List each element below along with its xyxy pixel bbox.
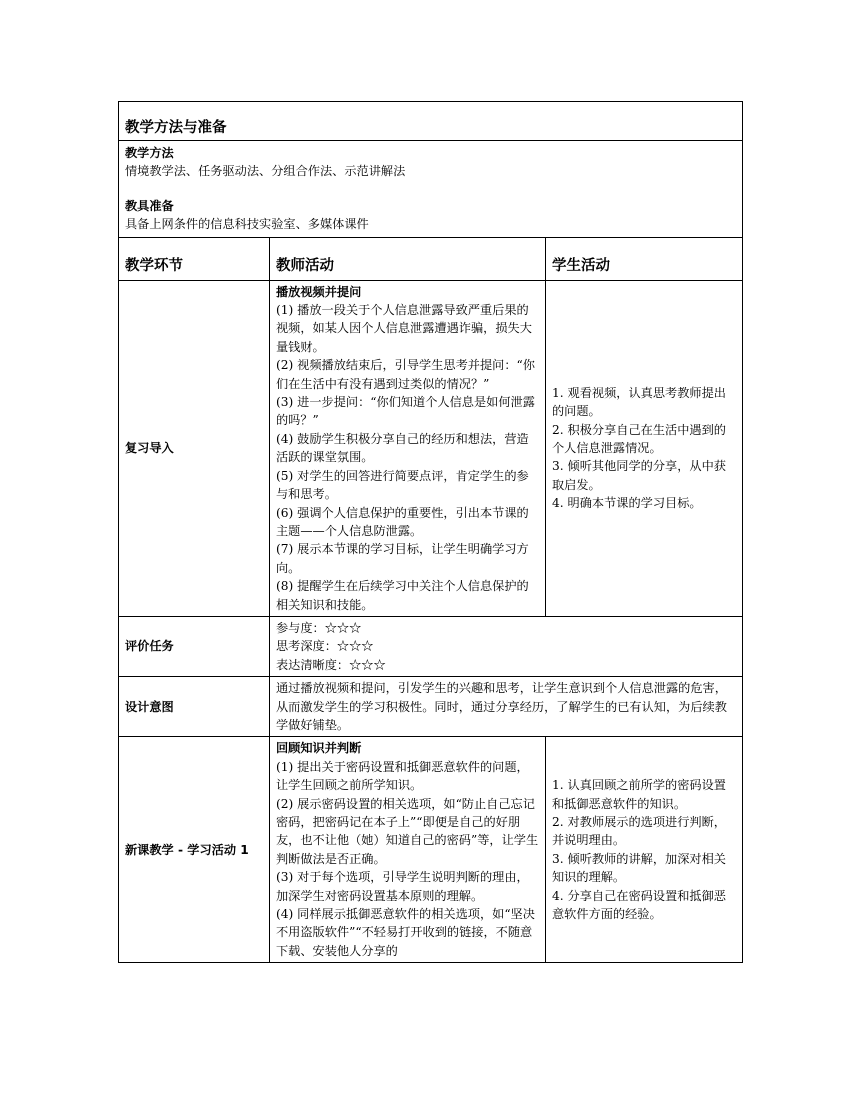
teacher-activity-title: 回顾知识并判断 (276, 741, 362, 756)
column-header-teacher: 教师活动 (270, 237, 546, 280)
list-item: 4. 明确本节课的学习目标。 (552, 496, 702, 511)
evaluation-row (119, 616, 743, 676)
teacher-activity-title: 播放视频并提问 (276, 284, 362, 299)
column-header-stage: 教学环节 (119, 237, 270, 280)
list-item: (2) 展示密码设置的相关选项，如“防止自己忘记密码，把密码记在本子上”“即便是自己的好朋友，也不让他（她）知道自己的密码”等，让学生判断做法是否正确。 (276, 796, 539, 866)
spacer (125, 181, 736, 197)
list-item: (2) 视频播放结束后，引导学生思考并提问：“你们在生活中有没有遇到过类似的情况？” (276, 358, 535, 391)
list-item: 1. 观看视频，认真思考教师提出的问题。 (552, 385, 726, 419)
list-item: (1) 播放一段关于个人信息泄露导致严重后果的视频，如某人因个人信息泄露遭遇诈骗，损失大量钱财。 (276, 303, 532, 354)
stage-activity1: 新课教学 - 学习活动 1 (119, 737, 270, 963)
list-item: (4) 鼓励学生积极分享自己的经历和想法，营造活跃的课堂氛围。 (276, 431, 529, 465)
section-title: 教学方法与准备 (119, 102, 743, 141)
student-activity-activity1 (546, 737, 743, 963)
section-title-row (119, 102, 743, 141)
teacher-activity-activity1 (270, 737, 546, 963)
list-item: 2. 对教师展示的选项进行判断，并说明理由。 (552, 815, 726, 848)
list-item: 1. 认真回顾之前所学的密码设置和抵御恶意软件的知识。 (552, 778, 726, 811)
list-item: 3. 倾听教师的讲解，加深对相关知识的理解。 (552, 851, 726, 885)
tools-heading: 教具准备 (125, 198, 174, 213)
list-item: 表达清晰度：☆☆☆ (276, 657, 386, 672)
design-text: 通过播放视频和提问，引发学生的兴趣和思考，让学生意识到个人信息泄露的危害，从而激发学生的学习积极性。同时，通过分享经历，了解学生的已有认知，为后续教学做好铺垫。 (270, 677, 743, 737)
methods-row (119, 141, 743, 238)
list-item: 3. 倾听其他同学的分享，从中获取启发。 (552, 459, 726, 492)
lesson-plan-table (118, 101, 743, 963)
evaluation-cell (270, 616, 743, 676)
stage-evaluation: 评价任务 (119, 616, 270, 676)
column-header-student: 学生活动 (546, 237, 743, 280)
list-item: (1) 提出关于密码设置和抵御恶意软件的问题，让学生回顾之前所学知识。 (276, 759, 529, 793)
list-item: (4) 同样展示抵御恶意软件的相关选项，如“坚决不用盗版软件”“不轻易打开收到的链接，不随意下载、安装他人分享的 (276, 907, 535, 958)
list-item: 2. 积极分享自己在生活中遇到的个人信息泄露情况。 (552, 422, 726, 456)
review-row (119, 280, 743, 616)
stage-review: 复习导入 (119, 280, 270, 616)
student-activity-review (546, 280, 743, 616)
teacher-activity-review (270, 280, 546, 616)
list-item: (3) 进一步提问：“你们知道个人信息是如何泄露的吗？” (276, 395, 535, 428)
lesson-plan-page (118, 101, 742, 963)
methods-text: 情境教学法、任务驱动法、分组合作法、示范讲解法 (125, 164, 406, 179)
list-item: 4. 分享自己在密码设置和抵御恶意软件方面的经验。 (552, 888, 726, 922)
activity1-row (119, 737, 743, 963)
design-row (119, 677, 743, 737)
list-item: 思考深度：☆☆☆ (276, 639, 374, 654)
list-item: (3) 对于每个选项，引导学生说明判断的理由，加深学生对密码设置基本原则的理解。 (276, 870, 529, 903)
list-item: (5) 对学生的回答进行简要点评，肯定学生的参与和思考。 (276, 468, 529, 502)
column-header-row (119, 237, 743, 280)
methods-cell (119, 141, 743, 238)
tools-text: 具备上网条件的信息科技实验室、多媒体课件 (125, 217, 369, 232)
list-item: (7) 展示本节课的学习目标，让学生明确学习方向。 (276, 542, 529, 575)
list-item: (6) 强调个人信息保护的重要性，引出本节课的主题——个人信息防泄露。 (276, 505, 529, 538)
list-item: (8) 提醒学生在后续学习中关注个人信息保护的相关知识和技能。 (276, 579, 529, 612)
list-item: 参与度：☆☆☆ (276, 620, 362, 635)
methods-heading: 教学方法 (125, 146, 174, 160)
stage-design: 设计意图 (119, 677, 270, 737)
